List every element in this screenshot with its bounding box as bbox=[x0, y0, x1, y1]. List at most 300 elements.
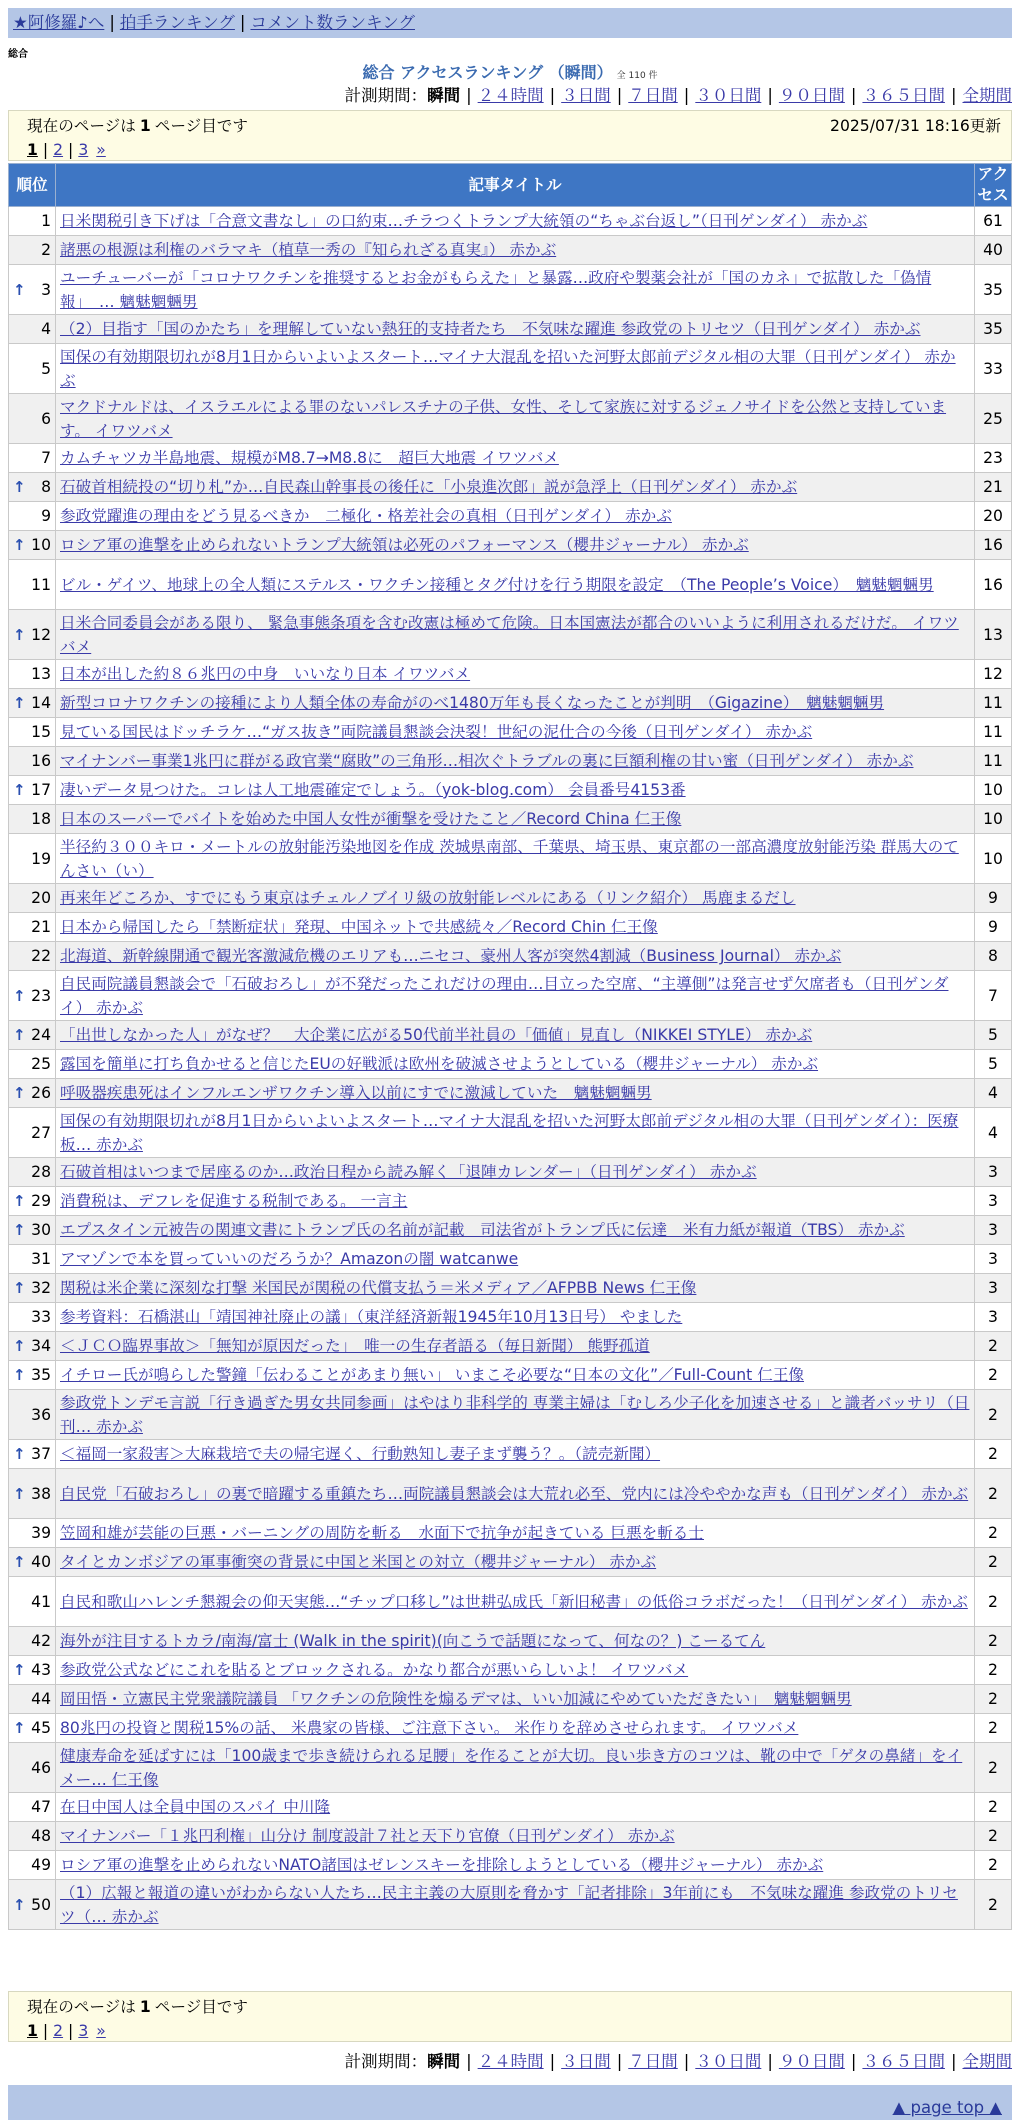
rank-cell bbox=[9, 502, 56, 531]
title-cell bbox=[56, 1548, 975, 1577]
rank-number: 11 bbox=[31, 575, 51, 594]
access-count: 4 bbox=[975, 1108, 1012, 1158]
article-link[interactable]: 呼吸器疾患死はインフルエンザワクチン導入以前にすでに激減していた 魑魅魍魎男 bbox=[60, 1084, 652, 1102]
rank-number: 31 bbox=[31, 1250, 51, 1268]
article-link[interactable]: 新型コロナワクチンの接種により人類全体の寿命がのべ1480万年も長くなったことが判明 （Gigazine） 魑魅魍魎男 bbox=[60, 694, 885, 712]
rank-cell bbox=[9, 776, 56, 805]
rank-cell bbox=[9, 1743, 56, 1793]
rank-number: 50 bbox=[31, 1895, 51, 1914]
rank-number: 35 bbox=[31, 1366, 51, 1384]
rank-number: 18 bbox=[31, 810, 51, 828]
rank-up-arrow-icon: ↑ bbox=[13, 1445, 26, 1463]
bottom-period-link-4[interactable]: ３０日間 bbox=[695, 2052, 762, 2071]
access-count: 9 bbox=[975, 913, 1012, 942]
access-count: 8 bbox=[975, 942, 1012, 971]
rank-number: 16 bbox=[31, 752, 51, 770]
rank-number: 37 bbox=[31, 1445, 51, 1463]
rank-cell bbox=[9, 1685, 56, 1714]
top-period-link-3[interactable]: ７日間 bbox=[628, 86, 678, 105]
ranking-title: 総合 アクセスランキング （瞬間） bbox=[362, 63, 613, 82]
title-cell bbox=[56, 776, 975, 805]
rank-number: 33 bbox=[31, 1308, 51, 1326]
article-link[interactable]: マイナンバー事業1兆円に群がる政官業“腐敗”の三角形…相次ぐトラブルの裏に巨額利権の甘い蜜（日刊ゲンダイ） 赤かぶ bbox=[60, 752, 914, 770]
rank-up-arrow-icon: ↑ bbox=[13, 1661, 26, 1679]
rank-number: 26 bbox=[31, 1084, 51, 1102]
article-link[interactable]: 参政党トンデモ言説「行き過ぎた男女共同参画」はやはり非科学的 専業主婦は「むしろ少子化を加速させる」と識者バッサリ（日刊… 赤かぶ bbox=[60, 1393, 970, 1436]
title-cell bbox=[56, 1050, 975, 1079]
article-link[interactable]: 日本から帰国したら「禁断症状」発現、中国ネットで共感続々／Record Chin 仁王像 bbox=[60, 918, 658, 936]
rank-cell bbox=[9, 1079, 56, 1108]
table-row bbox=[9, 747, 1012, 776]
article-link[interactable]: 再来年どころか、すでにもう東京はチェルノブイリ級の放射能レベルにある（リンク紹介） 馬鹿まるだし bbox=[60, 889, 796, 907]
home-link[interactable]: ★阿修羅♪へ bbox=[13, 13, 105, 32]
rank-number: 25 bbox=[31, 1055, 51, 1073]
rank-up-arrow-icon: ↑ bbox=[13, 1026, 26, 1044]
article-link[interactable]: ロシア軍の進撃を止められないNATO諸国はゼレンスキーを排除しようとしている（櫻井ジャーナル） 赤かぶ bbox=[60, 1856, 824, 1874]
article-link[interactable]: 笠岡和雄が芸能の巨悪・バーニングの周防を斬る 水面下で抗争が起きている 巨悪を斬る士 bbox=[60, 1524, 704, 1542]
access-count: 11 bbox=[975, 689, 1012, 718]
article-link[interactable]: 在日中国人は全員中国のスパイ 中川隆 bbox=[60, 1798, 331, 1816]
top-period-link-6[interactable]: ３６５日間 bbox=[862, 86, 945, 105]
table-row bbox=[9, 884, 1012, 913]
title-cell bbox=[56, 236, 975, 265]
title-cell bbox=[56, 344, 975, 394]
table-row bbox=[9, 1079, 1012, 1108]
access-count: 9 bbox=[975, 884, 1012, 913]
access-count: 2 bbox=[975, 1440, 1012, 1469]
page-info-top bbox=[8, 110, 1012, 161]
title-cell bbox=[56, 747, 975, 776]
article-link[interactable]: 80兆円の投資と関税15%の話、 米農家の皆様、ご注意下さい。 米作りを辞めさせられます。 イワツバメ bbox=[60, 1719, 799, 1737]
title-cell bbox=[56, 1685, 975, 1714]
table-row bbox=[9, 1851, 1012, 1880]
table-row bbox=[9, 1216, 1012, 1245]
article-link[interactable]: 日本が出した約８６兆円の中身 いいなり日本 イワツバメ bbox=[60, 665, 471, 683]
article-link[interactable]: マクドナルドは、イスラエルによる罪のないパレスチナの子供、女性、そして家族に対するジェノサイドを公然と支持しています。 イワツバメ bbox=[60, 397, 947, 440]
rank-cell bbox=[9, 1274, 56, 1303]
rank-number: 44 bbox=[31, 1690, 51, 1708]
bottom-period-link-5[interactable]: ９０日間 bbox=[778, 2052, 845, 2071]
table-row bbox=[9, 265, 1012, 315]
title-cell bbox=[56, 834, 975, 884]
table-row bbox=[9, 942, 1012, 971]
table-row bbox=[9, 531, 1012, 560]
title-cell bbox=[56, 1851, 975, 1880]
table-row bbox=[9, 1519, 1012, 1548]
article-link[interactable]: 参考資料：石橋湛山「靖国神社廃止の議」（東洋経済新報1945年10月13日号） やました bbox=[60, 1308, 683, 1326]
access-count: 2 bbox=[975, 1656, 1012, 1685]
rank-up-arrow-icon: ↑ bbox=[13, 694, 26, 712]
rank-cell bbox=[9, 1108, 56, 1158]
top-period-link-5[interactable]: ９０日間 bbox=[778, 86, 845, 105]
rank-number: 21 bbox=[31, 918, 51, 936]
title-cell bbox=[56, 1108, 975, 1158]
updated-timestamp: 2025/07/31 18:16更新 bbox=[830, 117, 1001, 135]
table-row bbox=[9, 913, 1012, 942]
rank-cell bbox=[9, 971, 56, 1021]
article-link[interactable]: 国保の有効期限切れが8月1日からいよいよスタート…マイナ大混乱を招いた河野太郎前デジタル相の大罪（日刊ゲンダイ） 赤かぶ bbox=[60, 347, 956, 390]
rank-cell bbox=[9, 834, 56, 884]
access-count: 2 bbox=[975, 1822, 1012, 1851]
rank-number: 9 bbox=[41, 507, 51, 525]
rank-cell bbox=[9, 805, 56, 834]
title-cell bbox=[56, 1714, 975, 1743]
rank-number: 24 bbox=[31, 1026, 51, 1044]
bottom-period-link-6[interactable]: ３６５日間 bbox=[862, 2052, 945, 2071]
article-link[interactable]: ＜福岡一家殺害＞大麻栽培で夫の帰宅遅く、行動熟知し妻子まず襲う？。（読売新聞） bbox=[60, 1445, 661, 1463]
table-row bbox=[9, 560, 1012, 610]
table-row bbox=[9, 1108, 1012, 1158]
table-row bbox=[9, 718, 1012, 747]
access-count: 2 bbox=[975, 1332, 1012, 1361]
rank-number: 19 bbox=[31, 849, 51, 868]
table-row bbox=[9, 1021, 1012, 1050]
title-cell bbox=[56, 1187, 975, 1216]
rank-cell bbox=[9, 942, 56, 971]
access-count: 16 bbox=[975, 560, 1012, 610]
table-row bbox=[9, 1245, 1012, 1274]
current-page-text: 現在のページは 1 ページ目です bbox=[27, 1998, 248, 2016]
access-count: 11 bbox=[975, 747, 1012, 776]
rank-cell bbox=[9, 1245, 56, 1274]
rank-cell bbox=[9, 473, 56, 502]
bottom-page-link-3[interactable]: 3 bbox=[78, 2022, 89, 2040]
article-link[interactable]: 日本のスーパーでバイトを始めた中国人女性が衝撃を受けたこと／Record China 仁王像 bbox=[60, 810, 682, 828]
title-cell bbox=[56, 444, 975, 473]
access-count: 2 bbox=[975, 1361, 1012, 1390]
access-count: 2 bbox=[975, 1714, 1012, 1743]
title-cell bbox=[56, 265, 975, 315]
table-row bbox=[9, 689, 1012, 718]
access-count: 23 bbox=[975, 444, 1012, 473]
rank-number: 14 bbox=[31, 694, 51, 712]
bottom-page-link-2[interactable]: 2 bbox=[53, 2022, 64, 2040]
article-link[interactable]: 半径約３００キロ・メートルの放射能汚染地図を作成 茨城県南部、千葉県、埼玉県、東京都の一部高濃度放射能汚染 群馬大のてんさい（い） bbox=[60, 837, 959, 880]
title-cell bbox=[56, 942, 975, 971]
period-label: 計測期間： bbox=[344, 86, 428, 105]
access-count: 2 bbox=[975, 1390, 1012, 1440]
access-count: 10 bbox=[975, 776, 1012, 805]
access-count: 4 bbox=[975, 1079, 1012, 1108]
table-row bbox=[9, 805, 1012, 834]
article-link[interactable]: ビル・ゲイツ、地球上の全人類にステルス・ワクチン接種とタグ付けを行う期限を設定 （The People’s Voice） 魑魅魍魎男 bbox=[60, 575, 934, 594]
access-count: 3 bbox=[975, 1216, 1012, 1245]
rank-up-arrow-icon: ↑ bbox=[13, 1366, 26, 1384]
table-row bbox=[9, 1577, 1012, 1627]
access-count: 5 bbox=[975, 1050, 1012, 1079]
article-link[interactable]: マイナンバー「１兆円利権」山分け 制度設計７社と天下り官僚（日刊ゲンダイ） 赤かぶ bbox=[60, 1827, 675, 1845]
rank-cell bbox=[9, 265, 56, 315]
access-count: 2 bbox=[975, 1851, 1012, 1880]
rank-up-arrow-icon: ↑ bbox=[13, 625, 26, 644]
title-cell bbox=[56, 531, 975, 560]
top-page-link-3[interactable]: 3 bbox=[78, 141, 89, 159]
title-cell bbox=[56, 971, 975, 1021]
bottom-bar bbox=[8, 2085, 1012, 2120]
article-link[interactable]: 消費税は、デフレを促進する税制である。 一言主 bbox=[60, 1192, 408, 1210]
rank-number: 20 bbox=[31, 889, 51, 907]
title-cell bbox=[56, 1332, 975, 1361]
comment-ranking-link[interactable]: コメント数ランキング bbox=[250, 13, 415, 32]
title-header: 記事タイトル bbox=[56, 164, 975, 207]
rank-cell bbox=[9, 394, 56, 444]
rank-up-arrow-icon: ↑ bbox=[13, 1337, 26, 1355]
ranking-table bbox=[8, 163, 1012, 1930]
access-count: 7 bbox=[975, 971, 1012, 1021]
rank-cell bbox=[9, 344, 56, 394]
article-link[interactable]: タイとカンボジアの軍事衝突の背景に中国と米国との対立（櫻井ジャーナル） 赤かぶ bbox=[60, 1553, 657, 1571]
page-info-bottom bbox=[8, 1991, 1012, 2042]
title-cell bbox=[56, 1743, 975, 1793]
rank-up-arrow-icon: ↑ bbox=[13, 1084, 26, 1102]
title-cell bbox=[56, 689, 975, 718]
title-cell bbox=[56, 1627, 975, 1656]
table-row bbox=[9, 1880, 1012, 1930]
rank-number: 8 bbox=[41, 478, 51, 496]
title-cell bbox=[56, 805, 975, 834]
rank-cell bbox=[9, 1548, 56, 1577]
period-selector-top: 計測期間：瞬間 | ２４時間 | ３日間 | ７日間 | ３０日間 | ９０日間 | ３６５日間 | 全期間 bbox=[344, 86, 1012, 105]
rank-cell bbox=[9, 1158, 56, 1187]
bottom-period-link-2[interactable]: ３日間 bbox=[561, 2052, 611, 2071]
rank-up-arrow-icon: ↑ bbox=[13, 1279, 26, 1297]
period-current: 瞬間 bbox=[427, 86, 461, 105]
article-link[interactable]: 石破首相続投の“切り札”か…自民森山幹事長の後任に「小泉進次郎」説が急浮上（日刊ゲンダイ） 赤かぶ bbox=[60, 478, 798, 496]
bottom-page-link-1[interactable]: 1 bbox=[27, 2022, 38, 2040]
rank-cell bbox=[9, 315, 56, 344]
access-count: 16 bbox=[975, 531, 1012, 560]
table-row bbox=[9, 1656, 1012, 1685]
table-row bbox=[9, 1822, 1012, 1851]
article-link[interactable]: カムチャツカ半島地震、規模がM8.7→M8.8に 超巨大地震 イワツバメ bbox=[60, 449, 559, 467]
rank-number: 48 bbox=[31, 1827, 51, 1845]
title-cell bbox=[56, 1390, 975, 1440]
applause-ranking-link[interactable]: 拍手ランキング bbox=[119, 13, 235, 32]
rank-cell bbox=[9, 1793, 56, 1822]
rank-cell bbox=[9, 1822, 56, 1851]
article-link[interactable]: 健康寿命を延ばすには「100歳まで歩き続けられる足腰」を作ることが大切。良い歩き方のコツは、靴の中で「ゲタの鼻緒」をイメー… 仁王像 bbox=[60, 1746, 963, 1789]
rank-cell bbox=[9, 1851, 56, 1880]
rank-number: 15 bbox=[31, 723, 51, 741]
article-link[interactable]: 岡田悟・立憲民主党衆議院議員 「ワクチンの危険性を煽るデマは、いい加減にやめていただきたい」 魑魅魍魎男 bbox=[60, 1690, 852, 1708]
access-count: 11 bbox=[975, 718, 1012, 747]
article-link[interactable]: アマゾンで本を買っていいのだろうか？Amazonの闇 watcanwe bbox=[60, 1250, 519, 1268]
top-period-link-7[interactable]: 全期間 bbox=[962, 86, 1012, 105]
pagination: 1 | 2 | 3 » bbox=[27, 2022, 106, 2040]
access-count: 2 bbox=[975, 1743, 1012, 1793]
access-count: 13 bbox=[975, 610, 1012, 660]
rank-cell bbox=[9, 718, 56, 747]
title-cell bbox=[56, 1822, 975, 1851]
rank-number: 49 bbox=[31, 1856, 51, 1874]
article-link[interactable]: 国保の有効期限切れが8月1日からいよいよスタート…マイナ大混乱を招いた河野太郎前デジタル相の大罪（日刊ゲンダイ）：医療板… 赤かぶ bbox=[60, 1111, 959, 1154]
title-cell bbox=[56, 1361, 975, 1390]
table-row bbox=[9, 1050, 1012, 1079]
article-link[interactable]: 見ている国民はドッチラケ…“ガス抜き”両院議員懇談会決裂！世紀の泥仕合の今後（日刊ゲンダイ） 赤かぶ bbox=[60, 723, 813, 741]
title-cell bbox=[56, 315, 975, 344]
rank-up-arrow-icon: ↑ bbox=[13, 781, 26, 799]
article-link[interactable]: （2）目指す「国のかたち」を理解していない熱狂的支持者たち 不気味な躍進 参政党のトリセツ（日刊ゲンダイ） 赤かぶ bbox=[60, 320, 921, 338]
access-count: 3 bbox=[975, 1187, 1012, 1216]
top-period-link-4[interactable]: ３０日間 bbox=[695, 86, 762, 105]
page-top-link[interactable]: ▲ page top ▲ bbox=[892, 2098, 1002, 2117]
rank-number: 43 bbox=[31, 1661, 51, 1679]
table-row bbox=[9, 1685, 1012, 1714]
rank-number: 32 bbox=[31, 1279, 51, 1297]
article-link[interactable]: 自民和歌山ハレンチ懇親会の仰天実態…“チップ口移し”は世耕弘成氏「新旧秘書」の低俗コラボだった！（日刊ゲンダイ） 赤かぶ bbox=[60, 1592, 968, 1611]
top-page-link-4[interactable]: » bbox=[96, 141, 106, 159]
title-cell bbox=[56, 473, 975, 502]
title-cell bbox=[56, 884, 975, 913]
table-row bbox=[9, 1548, 1012, 1577]
access-count: 61 bbox=[975, 207, 1012, 236]
access-count: 2 bbox=[975, 1469, 1012, 1519]
access-count: 5 bbox=[975, 1021, 1012, 1050]
access-count: 10 bbox=[975, 834, 1012, 884]
rank-number: 29 bbox=[31, 1192, 51, 1210]
rank-number: 42 bbox=[31, 1632, 51, 1650]
article-link[interactable]: 凄いデータ見つけた。コレは人工地震確定でしょう。（yok-blog.com） 会員番号4153番 bbox=[60, 781, 686, 799]
access-count: 2 bbox=[975, 1793, 1012, 1822]
period-label: 計測期間： bbox=[344, 2052, 428, 2071]
access-count: 21 bbox=[975, 473, 1012, 502]
table-row bbox=[9, 1440, 1012, 1469]
rank-up-arrow-icon: ↑ bbox=[13, 1895, 26, 1914]
table-row bbox=[9, 1361, 1012, 1390]
table-row bbox=[9, 1743, 1012, 1793]
access-count: 25 bbox=[975, 394, 1012, 444]
period-selector-bottom: 計測期間：瞬間 | ２４時間 | ３日間 | ７日間 | ３０日間 | ９０日間 | ３６５日間 | 全期間 bbox=[344, 2052, 1012, 2071]
rank-number: 13 bbox=[31, 665, 51, 683]
rank-cell bbox=[9, 884, 56, 913]
article-link[interactable]: 海外が注目するトカラ/南海/富士 (Walk in the spirit)(向こうで話題になって、何なの？) こーるてん bbox=[60, 1632, 766, 1650]
rank-cell bbox=[9, 444, 56, 473]
rank-number: 10 bbox=[31, 536, 51, 554]
table-row bbox=[9, 1390, 1012, 1440]
rank-cell bbox=[9, 610, 56, 660]
article-link[interactable]: ＜ＪＣＯ臨界事故＞「無知が原因だった」 唯一の生存者語る（毎日新聞） 熊野孤道 bbox=[60, 1337, 650, 1355]
table-row bbox=[9, 1187, 1012, 1216]
article-link[interactable]: イチロー氏が鳴らした警鐘「伝わることがあまり無い」 いまこそ必要な“日本の文化”／Full-Count 仁王像 bbox=[60, 1366, 805, 1384]
article-link[interactable]: 参政党躍進の理由をどう見るべきか 二極化・格差社会の真相（日刊ゲンダイ） 赤かぶ bbox=[60, 507, 672, 525]
rank-cell bbox=[9, 1656, 56, 1685]
rank-cell bbox=[9, 531, 56, 560]
table-row bbox=[9, 1332, 1012, 1361]
article-link[interactable]: 諸悪の根源は利権のバラマキ（植草一秀の『知られざる真実』） 赤かぶ bbox=[60, 241, 557, 259]
rank-up-arrow-icon: ↑ bbox=[13, 1719, 26, 1737]
rank-cell bbox=[9, 1187, 56, 1216]
rank-cell bbox=[9, 207, 56, 236]
rank-number: 38 bbox=[31, 1484, 51, 1503]
article-link[interactable]: 北海道、新幹線開通で観光客激減危機のエリアも…ニセコ、豪州人客が突然4割減（Business Journal） 赤かぶ bbox=[60, 947, 842, 965]
rank-cell bbox=[9, 1050, 56, 1079]
top-period-link-1[interactable]: ２４時間 bbox=[477, 86, 544, 105]
table-row bbox=[9, 394, 1012, 444]
rank-number: 39 bbox=[31, 1524, 51, 1542]
rank-number: 22 bbox=[31, 947, 51, 965]
article-link[interactable]: エプスタイン元被告の関連文書にトランプ氏の名前が記載 司法省がトランプ氏に伝達 米有力紙が報道（TBS） 赤かぶ bbox=[60, 1221, 905, 1239]
rank-up-arrow-icon: ↑ bbox=[13, 1484, 26, 1503]
rank-cell bbox=[9, 1627, 56, 1656]
rank-up-arrow-icon: ↑ bbox=[13, 536, 26, 554]
rank-number: 27 bbox=[31, 1123, 51, 1142]
rank-number: 36 bbox=[31, 1405, 51, 1424]
article-link[interactable]: （1）広報と報道の違いがわからない人たち…民主主義の大原則を脅かす「記者排除」3年前にも 不気味な躍進 参政党のトリセツ（… 赤かぶ bbox=[60, 1883, 958, 1926]
title-cell bbox=[56, 1158, 975, 1187]
rank-cell bbox=[9, 236, 56, 265]
access-count: 35 bbox=[975, 315, 1012, 344]
rank-number: 12 bbox=[31, 625, 51, 644]
title-cell bbox=[56, 718, 975, 747]
page-title bbox=[0, 60, 1020, 83]
access-count: 20 bbox=[975, 502, 1012, 531]
article-link[interactable]: ユーチューバーが「コロナワクチンを推奨するとお金がもらえた」と暴露…政府や製薬会社が「国のカネ」で拡散した「偽情報」 … 魑魅魍魎男 bbox=[60, 268, 932, 311]
rank-number: 41 bbox=[31, 1592, 51, 1611]
title-cell bbox=[56, 610, 975, 660]
table-row bbox=[9, 207, 1012, 236]
count-header: アクセス bbox=[975, 164, 1012, 207]
rank-cell bbox=[9, 913, 56, 942]
access-count: 3 bbox=[975, 1303, 1012, 1332]
article-link[interactable]: 参政党公式などにこれを貼るとブロックされる。かなり都合が悪いらしいよ！ イワツバメ bbox=[60, 1661, 689, 1679]
rank-cell bbox=[9, 1021, 56, 1050]
table-row bbox=[9, 971, 1012, 1021]
article-link[interactable]: 石破首相はいつまで居座るのか…政治日程から読み解く「退陣カレンダー」（日刊ゲンダイ） 赤かぶ bbox=[60, 1163, 757, 1181]
title-cell bbox=[56, 1469, 975, 1519]
top-page-link-2[interactable]: 2 bbox=[53, 141, 64, 159]
table-row bbox=[9, 473, 1012, 502]
rank-cell bbox=[9, 1361, 56, 1390]
bottom-period-link-3[interactable]: ７日間 bbox=[628, 2052, 678, 2071]
article-link[interactable]: 関税は米企業に深刻な打撃 米国民が関税の代償支払う＝米メディア／AFPBB News 仁王像 bbox=[60, 1279, 697, 1297]
access-count: 3 bbox=[975, 1158, 1012, 1187]
table-row bbox=[9, 315, 1012, 344]
rank-number: 46 bbox=[31, 1758, 51, 1777]
article-link[interactable]: 「出世しなかった人」がなぜ？ 大企業に広がる50代前半社員の「価値」見直し（NIKKEI STYLE） 赤かぶ bbox=[60, 1026, 813, 1044]
bottom-period-link-1[interactable]: ２４時間 bbox=[477, 2052, 544, 2071]
article-link[interactable]: ロシア軍の進撃を止められないトランプ大統領は必死のパフォーマンス（櫻井ジャーナル） 赤かぶ bbox=[60, 536, 749, 554]
article-link[interactable]: 自民両院議員懇談会で「石破おろし」が不発だったこれだけの理由…目立った空席、“主導側”は発言せず欠席者も（日刊ゲンダイ） 赤かぶ bbox=[60, 974, 949, 1017]
period-current: 瞬間 bbox=[427, 2052, 461, 2071]
title-cell bbox=[56, 560, 975, 610]
title-cell bbox=[56, 660, 975, 689]
top-page-link-1[interactable]: 1 bbox=[27, 141, 38, 159]
rank-number: 45 bbox=[31, 1719, 51, 1737]
access-count: 35 bbox=[975, 265, 1012, 315]
rank-header: 順位 bbox=[9, 164, 56, 207]
article-link[interactable]: 露国を簡単に打ち負かせると信じたEUの好戦派は欧州を破滅させようとしている（櫻井ジャーナル） 赤かぶ bbox=[60, 1055, 819, 1073]
rank-cell bbox=[9, 1390, 56, 1440]
article-link[interactable]: 自民党「石破おろし」の裏で暗躍する重鎮たち…両院議員懇談会は大荒れ必至、党内には冷ややかな声も（日刊ゲンダイ） 赤かぶ bbox=[60, 1484, 969, 1503]
table-row bbox=[9, 1469, 1012, 1519]
title-cell bbox=[56, 1519, 975, 1548]
access-count: 2 bbox=[975, 1880, 1012, 1930]
top-period-link-2[interactable]: ３日間 bbox=[561, 86, 611, 105]
access-count: 10 bbox=[975, 805, 1012, 834]
access-count: 3 bbox=[975, 1274, 1012, 1303]
bottom-period-link-7[interactable]: 全期間 bbox=[962, 2052, 1012, 2071]
table-row bbox=[9, 610, 1012, 660]
title-cell bbox=[56, 502, 975, 531]
article-link[interactable]: 日米関税引き下げは「合意文書なし」の口約束…チラつくトランプ大統領の“ちゃぶ台返し”（日刊ゲンダイ） 赤かぶ bbox=[60, 212, 868, 230]
category-label: 総合 bbox=[8, 49, 28, 60]
bottom-page-link-4[interactable]: » bbox=[96, 2022, 106, 2040]
access-count: 33 bbox=[975, 344, 1012, 394]
title-cell bbox=[56, 1021, 975, 1050]
access-count: 2 bbox=[975, 1627, 1012, 1656]
article-link[interactable]: 日米合同委員会がある限り、 緊急事態条項を含む改憲は極めて危険。日本国憲法が都合のいいように利用されるだけだ。 イワツバメ bbox=[60, 613, 959, 656]
current-page-text: 現在のページは 1 ページ目です bbox=[27, 117, 248, 135]
